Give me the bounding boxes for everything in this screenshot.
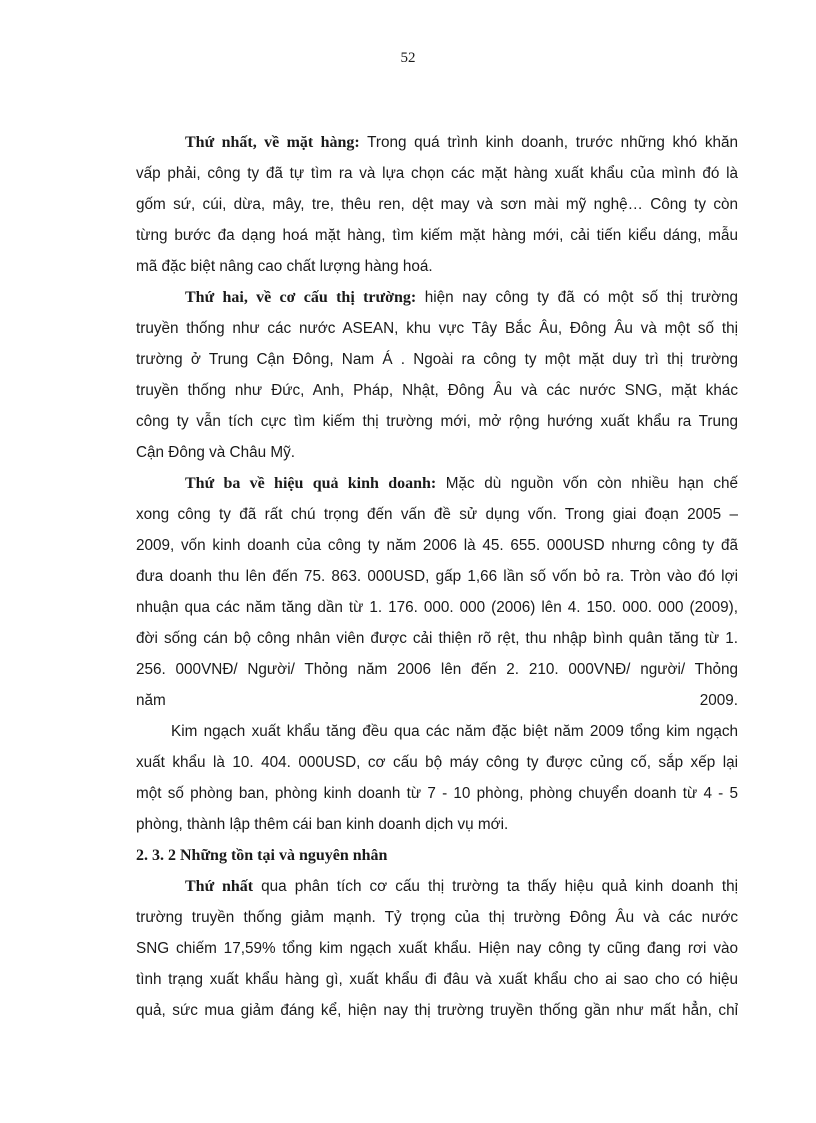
paragraph-line: phòng, thành lập thêm cái ban kinh doanh dịch vụ mới. (136, 816, 509, 833)
paragraph-lead: Thứ nhất, về mặt hàng: (185, 134, 360, 151)
paragraph-line: Cận Đông và Châu Mỹ. (136, 444, 295, 461)
paragraph-line: SNG chiếm 17,59% tổng kim ngạch xuất khẩu. Hiện nay công ty cũng đang rơi vào (136, 940, 738, 957)
paragraph-line: quả, sức mua giảm đáng kể, hiện nay thị trường truyền thống gần như mất hẳn, chỉ (136, 1002, 738, 1019)
paragraph-line: trường ở Trung Cận Đông, Nam Á . Ngoài ra công ty một mặt duy trì thị trường (136, 351, 738, 368)
paragraph-line (185, 131, 738, 155)
paragraph-line: nhuận qua các năm tăng dần từ 1. 176. 000. 000 (2006) lên 4. 150. 000. 000 (2009), (136, 599, 738, 616)
paragraph-line: đưa doanh thu lên đến 75. 863. 000USD, gấp 1,66 lần số vốn bỏ ra. Tròn vào đó lợi (136, 568, 738, 585)
paragraph-line (136, 689, 738, 713)
paragraph-line (185, 875, 738, 899)
paragraph-line: Kim ngạch xuất khẩu tăng đều qua các năm đặc biệt năm 2009 tổng kim ngạch (171, 723, 738, 740)
paragraph-text: Trong quá trình kinh doanh, trước những khó khăn (359, 134, 738, 151)
paragraph-line: 2009, vốn kinh doanh của công ty năm 2006 là 45. 655. 000USD nhưng công ty đã (136, 537, 738, 554)
paragraph-lead: Thứ nhất (185, 878, 254, 895)
paragraph-line: từng bước đa dạng hoá mặt hàng, tìm kiếm mặt hàng mới, cải tiến kiểu dáng, mẫu (136, 227, 738, 244)
paragraph-text: năm (136, 692, 166, 709)
paragraph-text: Mặc dù nguồn vốn còn nhiều hạn chế (436, 475, 738, 492)
paragraph-line: tình trạng xuất khẩu hàng gì, xuất khẩu đi đâu và xuất khẩu cho ai sao cho có hiệu (136, 971, 738, 988)
paragraph-line: xong công ty đã rất chú trọng đến vấn đề sử dụng vốn. Trong giai đoạn 2005 – (136, 506, 738, 523)
paragraph-text: hiện nay công ty đã có một số thị trường (416, 289, 739, 306)
page-number: 52 (400, 50, 416, 66)
paragraph-line: xuất khẩu là 10. 404. 000USD, cơ cấu bộ máy công ty được củng cố, sắp xếp lại (136, 754, 738, 771)
paragraph-lead: Thứ hai, về cơ cấu thị trường: (185, 289, 417, 306)
paragraph-text: qua phân tích cơ cấu thị trường ta thấy hiệu quả kinh doanh thị (253, 878, 738, 895)
paragraph-line: trường truyền thống giảm mạnh. Tỷ trọng của thị trường Đông Âu và các nước (136, 909, 738, 926)
paragraph-line (185, 286, 738, 310)
paragraph-line: 256. 000VNĐ/ Người/ Thỏng năm 2006 lên đến 2. 210. 000VNĐ/ người/ Thỏng (136, 661, 738, 678)
paragraph-line: truyền thống như các nước ASEAN, khu vực Tây Bắc Âu, Đông Âu và một số thị (136, 320, 738, 337)
paragraph-line (185, 472, 738, 496)
section-heading: 2. 3. 2 Những tồn tại và nguyên nhân (136, 847, 388, 864)
paragraph-line: công ty vẫn tích cực tìm kiếm thị trường mới, mở rộng hướng xuất khẩu ra Trung (136, 413, 738, 430)
paragraph-line: đời sống cán bộ công nhân viên được cải thiện rõ rệt, thu nhập bình quân tăng từ 1. (136, 630, 738, 647)
paragraph-line: gốm sứ, cúi, dừa, mây, tre, thêu ren, dệt may và sơn mài mỹ nghệ… Công ty còn (136, 196, 738, 213)
paragraph-text: 2009. (699, 692, 738, 709)
paragraph-line: một số phòng ban, phòng kinh doanh từ 7 - 10 phòng, phòng chuyển doanh từ 4 - 5 (136, 785, 738, 802)
paragraph-line: mã đặc biệt nâng cao chất lượng hàng hoá. (136, 258, 433, 275)
paragraph-line: vấp phải, công ty đã tự tìm ra và lựa chọn các mặt hàng xuất khẩu của mình đó là (136, 165, 738, 182)
paragraph-line: truyền thống như Đức, Anh, Pháp, Nhật, Đông Âu và các nước SNG, mặt khác (136, 382, 738, 399)
paragraph-lead: Thứ ba về hiệu quả kinh doanh: (185, 475, 437, 492)
